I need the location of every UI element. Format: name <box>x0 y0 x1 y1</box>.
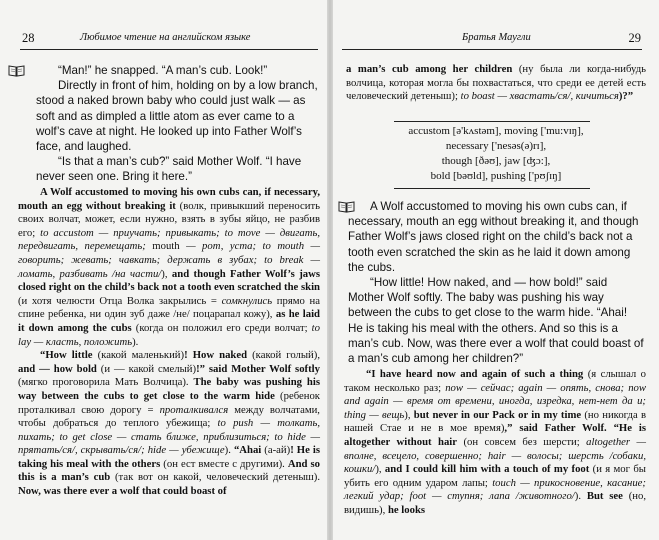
text-run: to accustom — приучать; привыкать; to move — двигать, передвигать, перемещать; <box>18 226 320 253</box>
text-run: But see <box>586 490 623 503</box>
text-run: ,” said Father Wolf. “He is altogether without hair <box>344 422 647 448</box>
text-run: (ну была ли когда-нибудь волчица, которая могла бы похвастаться, что среди ее детей есть человеческий детеныш); <box>346 63 647 103</box>
pronunciation-box <box>346 124 646 184</box>
vocab-rule-top <box>394 121 590 122</box>
text-run: “Ahai <box>233 444 262 457</box>
text-run: to boast — хвастать/ся/, кичиться <box>460 90 619 103</box>
pronunciation-line: accustom [ə'kʌstəm], moving ['mu:vɪŋ], <box>408 125 584 137</box>
text-run: a man’s cub among her children <box>346 63 513 75</box>
text-run: (и я мог бы убить его одним ударом лапы; <box>344 463 646 489</box>
text-run: ). <box>574 490 587 503</box>
text-run: ), <box>375 463 385 476</box>
text-run: (а-ай) <box>261 444 291 457</box>
text-run: to push — толкать, пихать; to get close — стать ближе, приблизиться; to hide — прятать/ся/, скрывать/ся/; hide — убежище <box>18 417 320 457</box>
pronunciation-line: necessary ['nesəs(ə)rɪ], <box>445 140 547 152</box>
original-paragraph: “How little! How naked, and — how bold!” said Mother Wolf softly. The baby was pushing his way between the cubs to get close to the warm hide. “Ahai! He is taking his meal with the others. And so this is a man’s cub. Now, was there ever a wolf that could boast of a man’s cub among her children?” <box>348 276 644 366</box>
original-paragraph: “Is that a man’s cub?” said Mother Wolf. “I have never seen one. Bring it here.” <box>36 155 302 184</box>
text-run: as he laid it down among the cubs <box>18 308 320 334</box>
page-number: 28 <box>22 31 35 45</box>
text-run: проталкивался <box>159 403 229 416</box>
text-run: And so this is a man’s cub <box>18 457 321 484</box>
text-run: ! How naked <box>184 349 248 362</box>
right-page-header <box>332 31 659 47</box>
pronunciation-line: bold [bəʊld], pushing ['pʊʃɪŋ] <box>430 170 562 182</box>
vocab-rule-bottom <box>394 188 590 189</box>
header-rule <box>20 49 318 50</box>
text-run: )?” <box>618 90 634 103</box>
text-run: (но никогда в нашей Стае и не в мое время) <box>344 408 646 435</box>
text-run: (и хотя челюсти Отца Волка закрылись = <box>18 294 222 307</box>
text-run: ). <box>132 335 139 348</box>
text-run: “I have heard now and again of such a thing <box>366 368 584 380</box>
open-book-icon <box>8 64 25 77</box>
continuation-paragraph <box>346 63 646 104</box>
text-run: (какой голый), <box>247 349 320 362</box>
text-run: (когда он положил его среди волчат; <box>131 321 312 334</box>
commentary-paragraph <box>344 368 646 518</box>
original-text-block <box>36 63 318 185</box>
running-title: Любимое чтение на английском языке <box>80 32 251 43</box>
text-run: между волчатами, чтобы добраться до теплого убежища; <box>18 403 320 430</box>
text-run: !” said Mother Wolf softly <box>196 362 320 375</box>
page-number: 29 <box>628 31 641 45</box>
text-run: mouth <box>152 240 180 253</box>
text-run: ), <box>404 408 414 421</box>
text-run: A Wolf accustomed to moving his own cubs can, if necessary, mouth an egg without breaking it <box>18 186 320 212</box>
text-run: (так вот он какой, человеческий детеныш). <box>110 471 320 484</box>
text-run: he looks <box>387 503 426 516</box>
text-run: (ребенок проталкивал свою дорогу = <box>18 389 320 416</box>
text-run: (я слышал о таком несколько раз; <box>344 368 646 394</box>
pronunciation-line: though [ðəʊ], jaw [ʤɔ:], <box>441 155 551 167</box>
text-run: Now, was there ever a wolf that could boast of <box>18 485 227 498</box>
text-run: and though Father Wolf’s jaws closed right on the child’s back not a tooth even scratched the skin <box>18 267 321 294</box>
text-run: — рот, уста; to mouth — говорить; жевать; чавкать; держать в зубах; to break — ломать, разбивать /на части/ <box>18 240 320 280</box>
text-run: altogether — вполне, всецело, совершенно; hair — волосы; шерсть /собаки, кошки/ <box>344 435 647 476</box>
left-page <box>0 0 328 540</box>
text-run: (и — какой смелый) <box>96 362 197 375</box>
text-run: ), <box>161 267 172 280</box>
text-run: “How little <box>40 349 93 362</box>
original-paragraph: A Wolf accustomed to moving his own cubs can, if necessary, mouth an egg without breaking it, and though Father Wolf’s jaws closed right on the child’s back not a tooth even scratched the skin as he laid it down among the cubs. <box>348 200 639 274</box>
commentary-block <box>18 186 320 499</box>
text-run: (он совсем без шерсти; <box>457 435 587 448</box>
commentary-block <box>344 368 646 518</box>
text-run: (мягко проговорила Мать Волчица). <box>18 376 194 389</box>
text-run: touch — прикосновение, касание; легкий удар; foot — ступня; лапа /животного/ <box>344 476 646 503</box>
text-run: прямо на спине ребенка, ни один зуб даже /не/ поцарапал кожу), <box>18 294 320 321</box>
text-run: ). <box>224 444 234 457</box>
text-run: now — сейчас; again — опять, снова; now and again — время от времени, иногда, изредка, нет-нет да и; thing — вещь <box>344 381 647 421</box>
running-title: Братья Маугли <box>462 32 531 43</box>
text-run: (он ест вместе с другими). <box>160 457 288 470</box>
text-run: and — how bold <box>18 362 97 375</box>
commentary-paragraph <box>18 349 320 499</box>
text-run: but never in our Pack or in my time <box>413 408 582 421</box>
original-paragraph: “Man!” he snapped. “A man’s cub. Look!” <box>58 64 268 77</box>
header-rule <box>342 49 642 50</box>
original-text-block <box>348 199 644 366</box>
text-run: (какой маленький) <box>92 349 185 362</box>
text-run: (волк, привыкший переносить своих волчат, может, если нужно, взять в зубы яйцо, не разбив его; <box>18 199 320 239</box>
left-page-header <box>0 31 328 47</box>
text-run: The baby was pushing his way between the cubs to get close to the warm hide <box>18 376 320 402</box>
text-run: сомкнулись <box>221 294 273 307</box>
right-page <box>332 0 659 540</box>
original-paragraph: Directly in front of him, holding on by a low branch, stood a naked brown baby who could just walk — as soft and as dimpled a little atom as ever came to a wolf’s cave at night. He looked up into Father Wolf’s face, and laughed. <box>36 79 318 154</box>
text-run: and I could kill him with a touch of my foot <box>384 463 590 476</box>
commentary-paragraph <box>18 186 320 349</box>
text-run: ! He is taking his meal with the others <box>18 444 321 470</box>
text-run: to lay — класть, положить <box>18 321 320 348</box>
text-run: (но, видишь), <box>344 490 647 516</box>
